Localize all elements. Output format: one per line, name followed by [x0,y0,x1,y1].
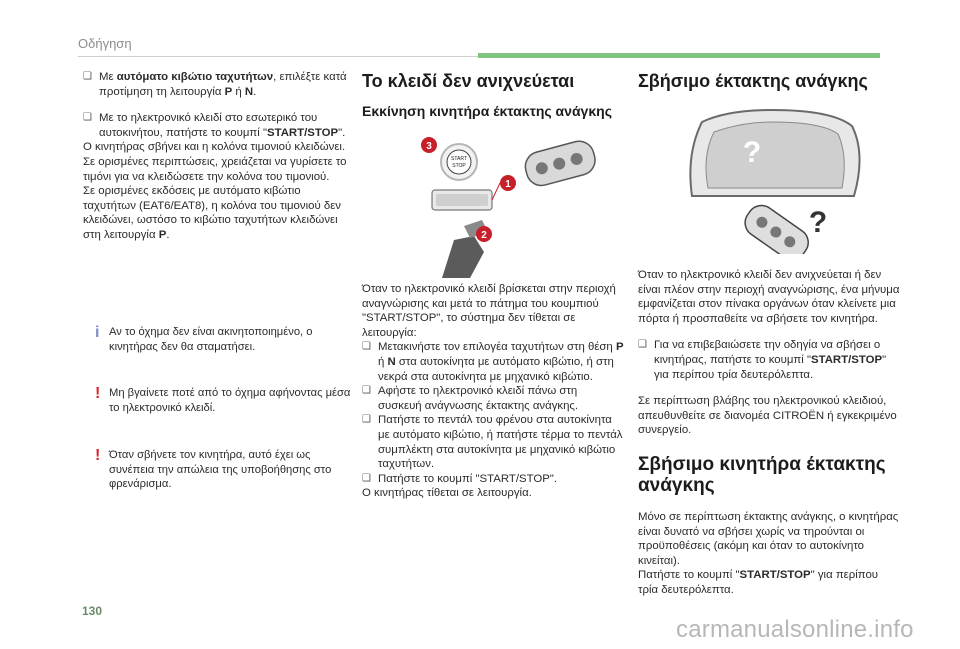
square-bullet-icon: ❑ [362,472,371,484]
text-bold: P [158,228,167,241]
text-bold: N [244,85,254,98]
text: Με [99,71,117,83]
callout-number: 2 [481,230,487,241]
text-bold: P [224,85,233,98]
text: ή [232,85,245,98]
emergency-start-instructions [362,282,624,501]
paragraph: Ο κινητήρας σβήνει και η κολόνα τιμονιού κλειδώνει. [83,141,346,154]
text: Αφήστε το ηλεκτρονικό κλειδί πάνω στη συσκευή ανάγνωσης έκτακτης ανάγκης. [378,385,579,412]
column-middle [362,70,624,120]
note-text: Αν το όχημα δεν είναι ακινητοποιημένο, ο κινητήρας δεν θα σταματήσει. [109,326,313,353]
bullet-place-key [362,384,624,413]
heading-key-not-detected: Το κλειδί δεν ανιχνεύεται [362,71,575,91]
button-label-start: START [451,156,467,162]
text: . [253,85,257,98]
button-label-stop: STOP [452,163,466,169]
page-number: 130 [82,604,103,618]
bullet-gear-selector [362,340,624,384]
header-accent-bar [478,53,880,58]
emergency-shutdown-text [638,268,900,598]
key-question-mark: ? [808,206,828,239]
paragraph [638,568,900,597]
paragraph: Μόνο σε περίπτωση έκτακτης ανάγκης, ο κινητήρας είναι δυνατό να σβήσει χωρίς να τηρούνται οι προϋποθέσεις (ακόμη και όταν το αυτοκίνητο κινείται). [638,510,899,567]
callout-number: 3 [426,141,432,152]
note-text: Μη βγαίνετε ποτέ από το όχημα αφήνοντας μέσα το ηλεκτρονικό κλειδί. [109,387,351,414]
text: Πατήστε το πεντάλ του φρένου στα αυτοκίνητα με αυτόματο κιβώτιο, ή πατήστε τέρμα το πεντάλ συμπλέκτη στα αυτοκίνητα με μηχανικό κιβώτιο ταχυτήτων. [378,414,623,471]
square-bullet-icon: ❑ [83,112,92,124]
text: Σε ορισμένες εκδόσεις με αυτόματο κιβώτιο ταχυτήτων (EAT6/EAT8), η κολόνα του τιμονιού δεν κλειδώνει, ωστόσο το κιβώτιο ταχυτήτων κλειδώνει στη λειτουργία [83,185,341,241]
text: Πατήστε το κουμπί "START/STOP". [378,472,558,485]
column-left [83,70,351,243]
text: " για περίπου τρία δευτερόλεπτα. [654,353,887,381]
note-text: Όταν σβήνετε τον κινητήρα, αυτό έχει ως συνέπεια την απώλεια της υποβοήθησης στο φρενάρισμα. [109,449,332,491]
info-note [95,325,353,354]
text: Μετακινήστε τον επιλογέα ταχυτήτων στη θέση [378,341,616,354]
warning-icon: ! [95,447,101,464]
warning-note [95,448,353,492]
paragraph: Σε περίπτωση βλάβης του ηλεκτρονικού κλειδιού, απευθυνθείτε σε διανομέα CITROËN ή εγκεκριμένο συνεργείο. [638,395,897,437]
square-bullet-icon: ❑ [362,414,371,426]
text-bold: START/STOP [810,353,883,366]
heading-emergency-shutdown: Σβήσιμο έκτακτης ανάγκης [638,71,868,91]
key-fob-icon [522,138,598,189]
text: Με το ηλεκτρονικό κλειδί στο εσωτερικό του αυτοκινήτου, πατήστε το κουμπί " [99,112,318,139]
text-bold: P [615,341,624,354]
text-bold: N [387,355,396,368]
square-bullet-icon: ❑ [83,71,92,82]
text: ". [338,126,346,139]
text-bold: START/STOP [739,569,811,582]
paragraph: Όταν το ηλεκτρονικό κλειδί δεν ανιχνεύεται ή δεν είναι πλέον στην περιοχή αναγνώρισης, ένα μήνυμα εμφανίζεται στον πίνακα οργάνων όταν κλείνετε μια πόρτα ή προσπαθείτε να σβήσετε τον κινητήρα. [638,269,900,325]
bullet-press-pedal [362,413,624,471]
key-fob-icon [740,200,814,254]
callout-number: 1 [505,179,511,190]
header-divider [78,56,478,57]
square-bullet-icon: ❑ [362,341,371,353]
text-bold: START/STOP [266,126,339,139]
square-bullet-icon: ❑ [362,385,371,397]
warning-icon: ! [95,385,101,402]
heading-emergency-start: Εκκίνηση κινητήρα έκτακτης ανάγκης [362,103,612,119]
text: στα αυτοκίνητα με αυτόματο κιβώτιο, ή στη νεκρά στα αυτοκίνητα με μηχανικό κιβώτιο. [378,355,614,383]
text-bold: αυτόματο κιβώτιο ταχυτήτων [116,71,274,83]
text: , επιλέξτε κατά προτίμηση τη λειτουργία [99,71,347,98]
watermark: carmanualsonline.info [676,616,914,643]
bullet-auto-gearbox [83,70,351,99]
column-right [638,70,898,102]
paragraph [83,184,351,242]
square-bullet-icon: ❑ [638,339,647,351]
bullet-press-button [362,472,624,487]
text: . [166,228,170,241]
car-top-view-icon [690,110,859,196]
bullet-press-start-stop [83,111,351,140]
paragraph: Σε ορισμένες περιπτώσεις, χρειάζεται να γυρίσετε το τιμόνι για να κλειδώσετε την κολόνα του τιμονιού. [83,155,347,183]
emergency-start-illustration [412,128,612,278]
warning-note [95,386,353,415]
paragraph: Ο κινητήρας τίθεται σε λειτουργία. [362,487,532,500]
text: ή [378,355,388,368]
text: Πατήστε το κουμπί " [638,569,740,582]
key-missing-illustration [672,104,872,254]
paragraph: Όταν το ηλεκτρονικό κλειδί βρίσκεται στην περιοχή αναγνώρισης και μετά το πάτημα του κουμπιού "START/STOP", το σύστημα δεν τίθεται σε λειτουργία: [362,283,616,339]
bullet-confirm-shutdown [638,338,900,382]
info-icon: i [95,324,100,341]
car-question-mark: ? [742,136,762,169]
text: Για να επιβεβαιώσετε την οδηγία να σβήσει ο κινητήρας, πατήστε το κουμπί " [654,339,881,366]
heading-emergency-engine-stop: Σβήσιμο κινητήρα έκτακτης ανάγκης [638,453,886,496]
section-title: Οδήγηση [78,36,132,51]
text: " για περίπου τρία δευτερόλεπτα. [638,569,879,596]
